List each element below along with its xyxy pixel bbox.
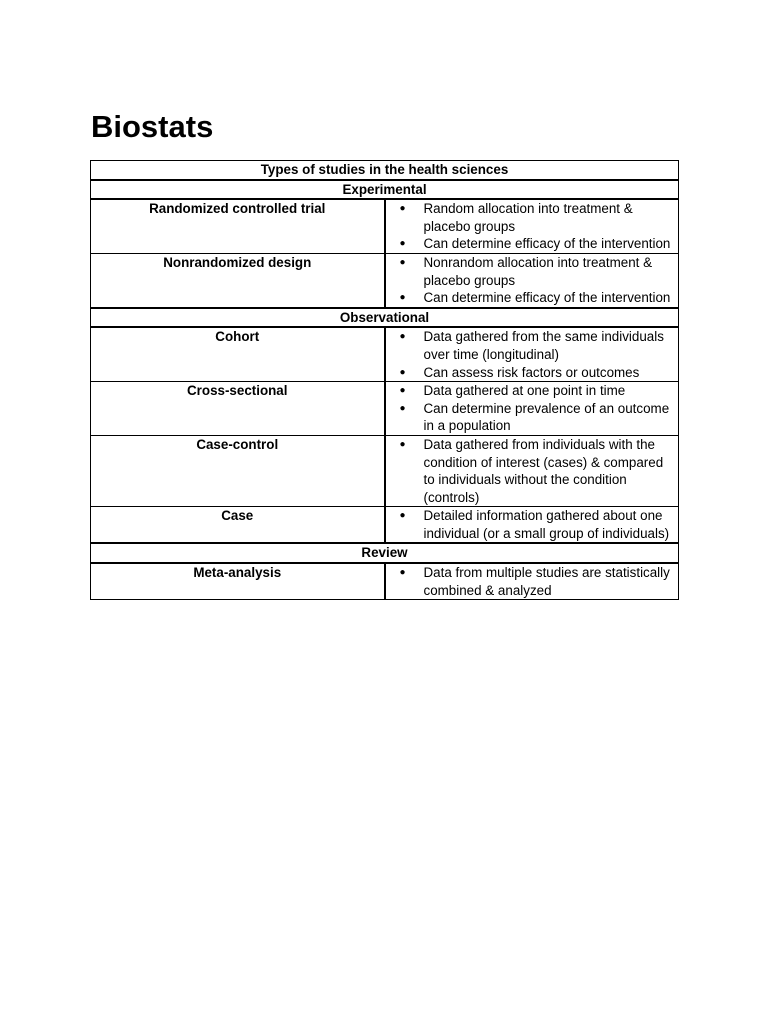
bullet-item: ● Data from multiple studies are statistically combined & analyzed bbox=[386, 564, 679, 599]
section-heading: Review bbox=[91, 543, 679, 563]
study-type-name: Meta-analysis bbox=[91, 563, 385, 600]
table-row bbox=[91, 435, 679, 506]
study-type-name: Case bbox=[91, 507, 385, 544]
bullet-list bbox=[386, 564, 679, 599]
document-title: Biostats bbox=[91, 109, 214, 144]
bullet-item: ● Detailed information gathered about one individual (or a small group of individuals) bbox=[386, 507, 679, 542]
table-row bbox=[91, 507, 679, 544]
study-type-description bbox=[385, 563, 679, 600]
table-row bbox=[91, 199, 679, 253]
study-types-table bbox=[90, 160, 679, 600]
table-row bbox=[91, 382, 679, 436]
bullet-item: ● Data gathered from the same individuals over time (longitudinal) bbox=[386, 328, 679, 363]
section-header-row bbox=[91, 543, 679, 563]
bullet-list bbox=[386, 382, 679, 435]
study-type-description bbox=[385, 382, 679, 436]
bullet-item: ● Data gathered at one point in time bbox=[386, 382, 679, 400]
study-type-name: Cohort bbox=[91, 327, 385, 381]
bullet-item: ● Nonrandom allocation into treatment & placebo groups bbox=[386, 254, 679, 289]
study-type-name: Cross-sectional bbox=[91, 382, 385, 436]
study-types-table-body bbox=[91, 161, 679, 600]
section-header-row bbox=[91, 308, 679, 328]
table-row bbox=[91, 253, 679, 307]
study-type-description bbox=[385, 507, 679, 544]
study-type-description bbox=[385, 327, 679, 381]
study-type-description bbox=[385, 435, 679, 506]
bullet-item: ● Data gathered from individuals with the condition of interest (cases) & compared to individuals without the condition (controls) bbox=[386, 436, 679, 506]
bullet-list bbox=[386, 254, 679, 307]
table-caption-row bbox=[91, 161, 679, 180]
section-heading: Observational bbox=[91, 308, 679, 328]
bullet-item: ● Can assess risk factors or outcomes bbox=[386, 364, 679, 382]
study-type-description bbox=[385, 253, 679, 307]
study-type-description bbox=[385, 199, 679, 253]
table-row bbox=[91, 327, 679, 381]
table-row bbox=[91, 563, 679, 600]
bullet-item: ● Random allocation into treatment & placebo groups bbox=[386, 200, 679, 235]
bullet-item: ● Can determine efficacy of the intervention bbox=[386, 289, 679, 307]
section-heading: Experimental bbox=[91, 180, 679, 200]
bullet-list bbox=[386, 436, 679, 506]
study-type-name: Case-control bbox=[91, 435, 385, 506]
study-type-name: Nonrandomized design bbox=[91, 253, 385, 307]
bullet-item: ● Can determine prevalence of an outcome in a population bbox=[386, 400, 679, 435]
bullet-list bbox=[386, 507, 679, 542]
section-header-row bbox=[91, 180, 679, 200]
bullet-item: ● Can determine efficacy of the intervention bbox=[386, 235, 679, 253]
bullet-list bbox=[386, 328, 679, 381]
study-type-name: Randomized controlled trial bbox=[91, 199, 385, 253]
table-caption: Types of studies in the health sciences bbox=[91, 161, 679, 180]
bullet-list bbox=[386, 200, 679, 253]
